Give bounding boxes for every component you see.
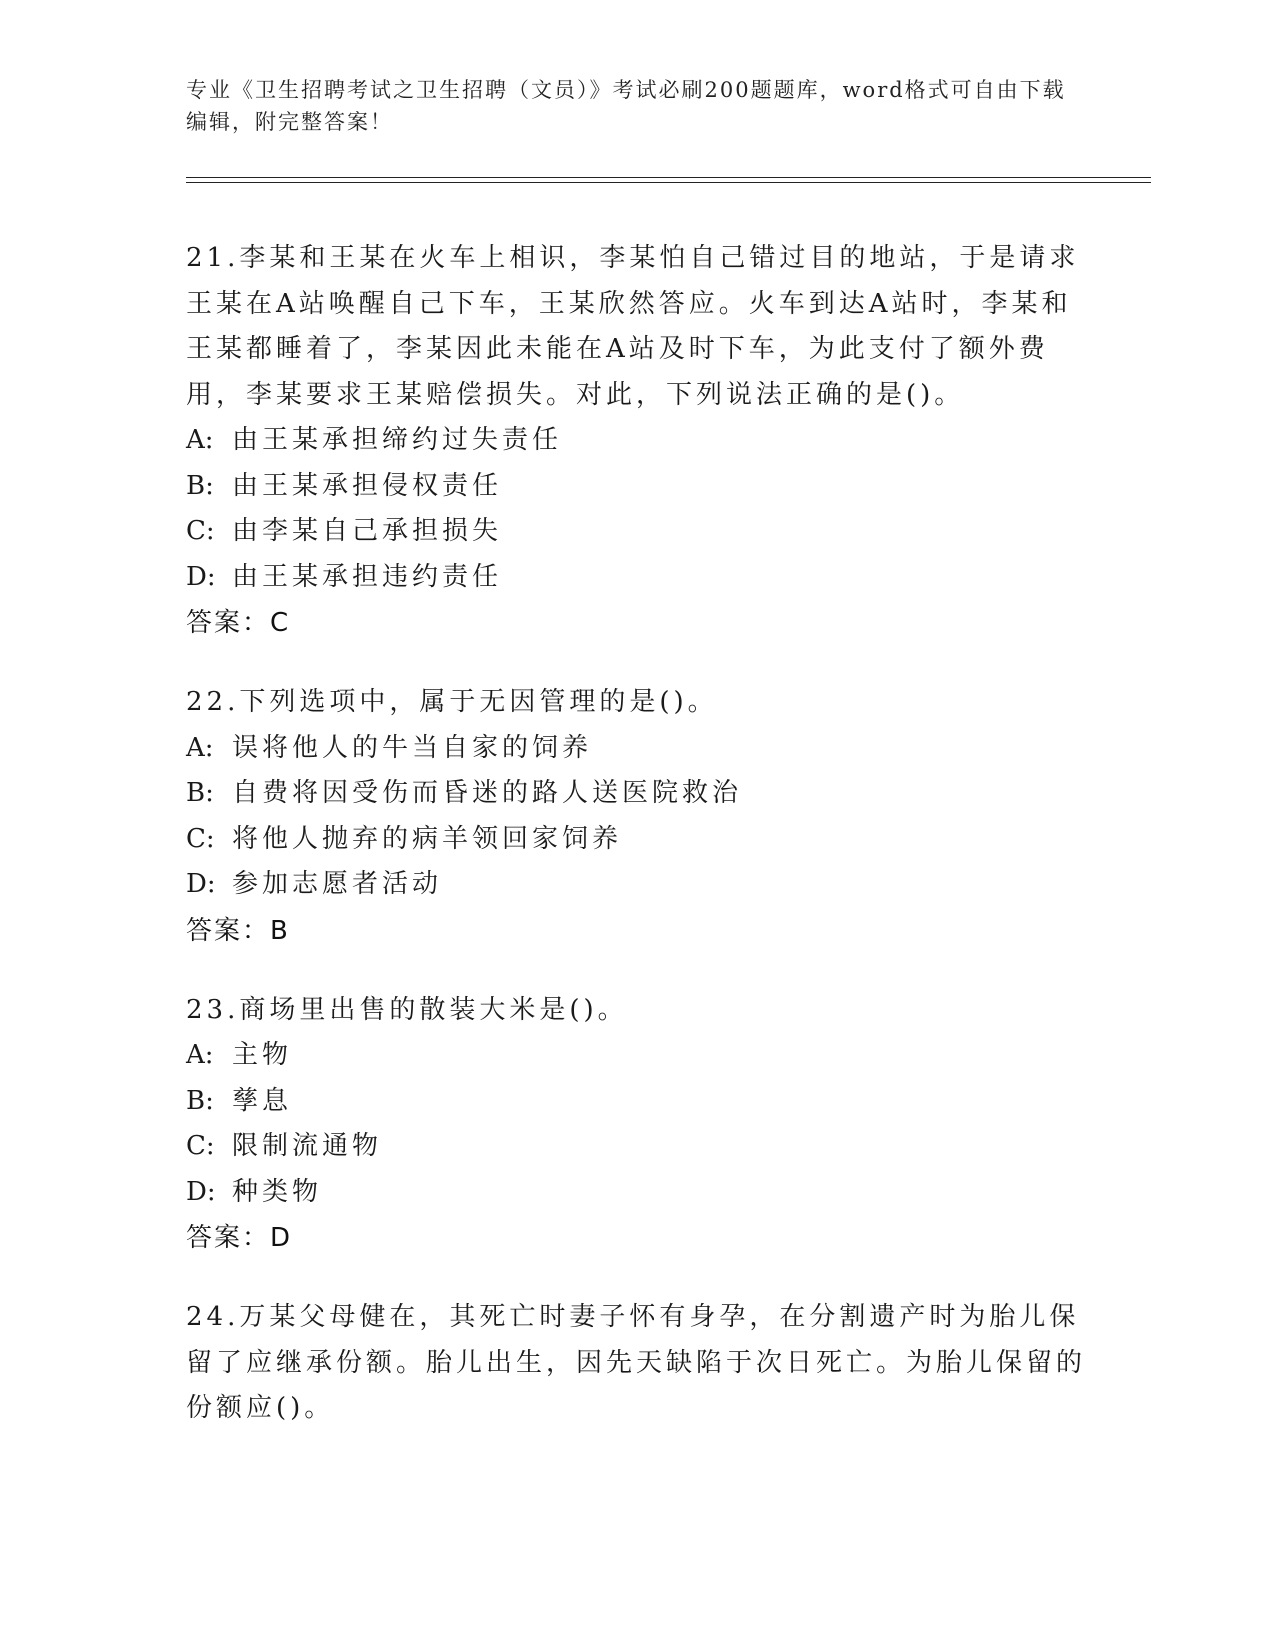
question-list (186, 236, 1086, 1466)
question-stem: 24.万某父母健在，其死亡时妻子怀有身孕，在分割遗产时为胎儿保留了应继承份额。胎儿出生，因先天缺陷于次日死亡。为胎儿保留的份额应()。 (186, 1302, 1087, 1423)
option-text: 由李某自己承担损失 (232, 516, 503, 546)
header-divider-top (186, 177, 1151, 178)
option-text: 由王某承担缔约过失责任 (232, 425, 563, 455)
option-a (186, 418, 1086, 464)
option-text: 误将他人的牛当自家的饲养 (232, 732, 593, 763)
option-text: 种类物 (232, 1176, 323, 1207)
option-c (186, 817, 1086, 863)
header-divider-bottom (186, 182, 1151, 183)
option-key: B: (186, 470, 214, 501)
option-text: 限制流通物 (232, 1131, 383, 1161)
option-c (186, 1124, 1086, 1170)
option-text: 自费将因受伤而昏迷的路人送医院救治 (232, 778, 743, 808)
answer-line: 答案：C (186, 608, 291, 638)
option-key: D: (186, 561, 216, 592)
option-d (186, 862, 1086, 908)
option-key: A: (186, 425, 214, 455)
option-text: 主物 (232, 1040, 293, 1070)
option-key: B: (186, 1085, 214, 1116)
question-23 (186, 988, 1086, 1262)
option-key: D: (186, 869, 216, 899)
option-text: 参加志愿者活动 (232, 869, 443, 899)
option-text: 将他人抛弃的病羊领回家饲养 (232, 823, 623, 854)
option-text: 孳息 (232, 1085, 293, 1116)
option-d (186, 555, 1086, 601)
answer-line: 答案：B (186, 915, 290, 946)
answer-line: 答案：D (186, 1223, 293, 1253)
option-key: A: (186, 1040, 214, 1070)
option-key: D: (186, 1176, 216, 1207)
option-text: 由王某承担违约责任 (232, 561, 503, 592)
option-key: C: (186, 1131, 215, 1161)
option-a (186, 726, 1086, 772)
option-b (186, 464, 1086, 510)
option-text: 由王某承担侵权责任 (232, 470, 503, 501)
option-key: B: (186, 778, 214, 808)
option-a (186, 1033, 1086, 1079)
option-b (186, 1079, 1086, 1125)
option-key: C: (186, 516, 215, 546)
question-stem: 21.李某和王某在火车上相识，李某怕自己错过目的地站，于是请求王某在A站唤醒自己下车，王某欣然答应。火车到达A站时，李某和王某都睡着了，李某因此未能在A站及时下车，为此支付了额外费用，李某要求王某赔偿损失。对此，下列说法正确的是()。 (186, 243, 1080, 410)
question-stem: 22.下列选项中，属于无因管理的是()。 (186, 687, 718, 717)
question-21 (186, 236, 1086, 646)
option-key: C: (186, 823, 215, 854)
question-22 (186, 680, 1086, 954)
question-stem: 23.商场里出售的散装大米是()。 (186, 994, 628, 1025)
option-key: A: (186, 732, 214, 763)
document-header: 专业《卫生招聘考试之卫生招聘（文员）》考试必刷200题题库，word格式可自由下载编辑，附完整答案！ (186, 78, 1066, 134)
option-d (186, 1170, 1086, 1216)
option-b (186, 771, 1086, 817)
question-24 (186, 1295, 1086, 1432)
option-c (186, 509, 1086, 555)
